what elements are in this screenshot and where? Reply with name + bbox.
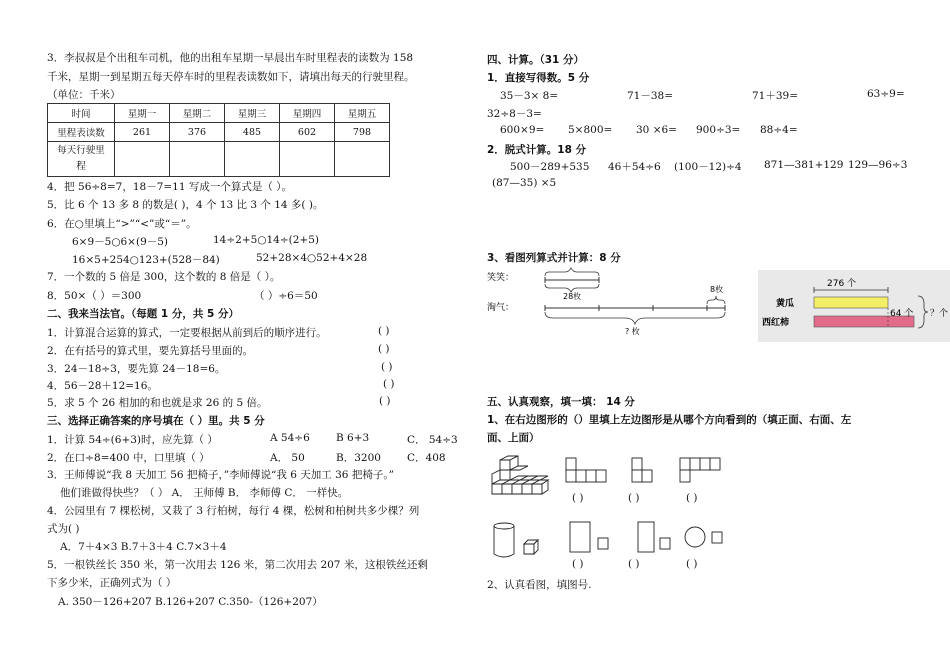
oral-item: 900÷3= (696, 124, 741, 136)
q8-a: 8．50×（ ）＝300 (47, 290, 142, 302)
answer-cell[interactable] (115, 142, 170, 177)
answer-paren[interactable]: ( ) (628, 492, 640, 504)
label-total: ？个 (930, 309, 949, 319)
oral-item: 71＋39= (752, 90, 799, 102)
choice-q4-options: A．7＋4×3 B.7＋3＋4 C.7×3＋4 (60, 541, 227, 553)
choice-q5-line2: 下多少米，正确列式为（ ） (47, 577, 177, 589)
oral-calc-title: 1．直接写得数。5 分 (487, 72, 590, 84)
table-cell: 376 (170, 123, 225, 142)
choice-option: B．3200 (336, 452, 381, 464)
judge-item: 1．计算混合运算的算式，一定要根据从前到后的顺序进行。 (47, 327, 327, 339)
answer-cell[interactable] (335, 142, 390, 177)
label-8: 8枚 (710, 285, 724, 294)
judge-paren[interactable]: ( ) (379, 395, 391, 407)
choice-q3-line2: 他们谁做得快些？（ ） A． 王师傅 B． 李师傅 C． 一样快。 (60, 487, 349, 499)
judge-item: 4．56－28＋12=16。 (47, 380, 158, 392)
table-cell: 798 (335, 123, 390, 142)
label-xiaoxiao: 笑笑： (487, 273, 515, 283)
choice-q3-line1: 3．王师傅说“我 8 天加工 56 把椅子，”李师傅说“我 6 天加工 36 把椅子。” (47, 469, 394, 481)
q3-line2: 千米，星期一到星期五每天停车时的里程表读数如下，请填出每天的行驶里程。 (47, 71, 415, 83)
judge-item: 5．求 5 个 26 相加的和也就是求 26 的 5 倍。 (47, 397, 268, 409)
table-row (48, 123, 390, 142)
table-header: 星期三 (225, 104, 280, 123)
table-cell: 602 (280, 123, 335, 142)
choice-option: A 54÷6 (270, 432, 310, 444)
q6-b: 14÷2+5○14÷(2+5) (213, 234, 319, 246)
answer-paren[interactable]: ( ) (686, 492, 698, 504)
diagram-calc-title: 3、看图列算式并计算：8 分 (487, 252, 621, 264)
choice-option: B 6+3 (336, 432, 370, 444)
table-header: 时间 (48, 104, 115, 123)
answer-paren[interactable]: ( ) (572, 492, 584, 504)
label-276: 276 个 (827, 279, 857, 289)
view-figure-3 (680, 458, 720, 482)
q6: 6．在○里填上“>”“<”或“＝”。 (47, 218, 197, 230)
mileage-table (47, 103, 390, 177)
section2-title: 二、我来当法官。（每题 1 分，共 5 分） (47, 308, 239, 320)
choice-option: C．408 (407, 452, 446, 464)
row-label-a: 每天行驶里 (57, 145, 105, 156)
table-cell (48, 142, 115, 177)
row-label-b: 程 (76, 161, 86, 172)
answer-paren[interactable]: ( ) (628, 558, 640, 570)
q3-unit: （单位：千米） (47, 89, 121, 101)
choice-option: A． 50 (270, 452, 305, 464)
label-huanggua: 黄瓜 (776, 299, 795, 309)
judge-paren[interactable]: ( ) (378, 325, 390, 337)
table-header: 星期四 (280, 104, 335, 123)
q6-d: 52+28×4○52+4×28 (256, 252, 368, 264)
answer-cell[interactable] (170, 142, 225, 177)
views-question-line2: 面、上面） (487, 432, 540, 444)
q3-line1: 3．李叔叔是个出租车司机，他的出租车星期一早晨出车时里程表的读数为 158 (47, 52, 414, 64)
judge-paren[interactable]: ( ) (383, 378, 395, 390)
table-header: 星期一 (115, 104, 170, 123)
answer-paren[interactable]: ( ) (572, 558, 584, 570)
step-item: 871—381+129 (764, 159, 844, 171)
view-figure-6 (685, 527, 722, 547)
step-item: (87—35) ×5 (492, 177, 557, 189)
table-cell: 里程表读数 (48, 123, 115, 142)
cylinder-cube-figure (494, 523, 538, 557)
bar-diagram (758, 270, 950, 342)
q5: 5．比 6 个 13 多 8 的数是( )，4 个 13 比 3 个 14 多( )。 (47, 199, 324, 211)
oral-item: 35－3× 8= (500, 90, 559, 102)
answer-cell[interactable] (225, 142, 280, 177)
judge-item: 2．在有括号的算式里，要先算括号里面的。 (47, 345, 254, 357)
oral-item: 5×800= (568, 124, 613, 136)
q8-b: （ ）÷6＝50 (254, 290, 318, 302)
oral-item: 32÷8－3= (487, 108, 542, 120)
label-question: ? 枚 (625, 327, 640, 336)
cucumber-bar (814, 297, 888, 308)
choice-q2: 2．在口÷8=400 中，口里填（ ） (47, 452, 210, 464)
choice-q4-line1: 4．公园里有 7 棵松树，又栽了 3 行柏树，每行 4 棵，松树和柏树共多少棵？列 (47, 505, 420, 517)
choice-option: C． 54÷3 (407, 434, 458, 446)
view-figure-1 (566, 458, 606, 482)
choice-q1: 1．计算 54÷(6+3)时，应先算（ ） (47, 434, 218, 446)
table-row (48, 142, 390, 177)
step-calc-title: 2．脱式计算。18 分 (487, 144, 587, 156)
label-64: 64 个 (890, 309, 914, 319)
oral-item: 30 ×6= (636, 124, 677, 136)
step-item: 46＋54÷6 (608, 161, 661, 173)
step-item: 129—96÷3 (848, 159, 908, 171)
table-cell: 485 (225, 123, 280, 142)
q6-c: 16×5+254○123+(528－84) (72, 254, 220, 266)
table-cell: 261 (115, 123, 170, 142)
views-row1-figures (490, 452, 750, 502)
cube-stack-figure (492, 456, 548, 494)
oral-item: 71－38= (627, 90, 674, 102)
judge-paren[interactable]: ( ) (381, 361, 393, 373)
oral-item: 63÷9= (867, 88, 905, 100)
section5-title: 五、认真观察，填一填： 14 分 (487, 396, 635, 408)
q7: 7．一个数的 5 倍是 300，这个数的 8 倍是（ ）。 (47, 271, 281, 283)
oral-item: 600×9= (500, 124, 545, 136)
section4-title: 四、计算。（31 分） (487, 54, 585, 66)
section3-title: 三、选择正确答案的序号填在（ ）里。共 5 分 (47, 415, 265, 427)
q4: 4．把 56÷8=7，18－7=11 写成一个算式是（ ）。 (47, 181, 292, 193)
label-28: 28枚 (563, 292, 582, 301)
judge-paren[interactable]: ( ) (378, 343, 390, 355)
step-item: (100－12)÷4 (674, 161, 742, 173)
q6-a: 6×9－5○6×(9－5) (72, 236, 169, 248)
table-header: 星期二 (170, 104, 225, 123)
segment-diagram (487, 266, 742, 338)
oral-item: 88÷4= (760, 124, 798, 136)
views-question-line1: 1、在右边图形的（）里填上左边图形是从哪个方向看到的（填正面、右面、左 (487, 414, 852, 426)
answer-paren[interactable]: ( ) (686, 558, 698, 570)
step-item: 500－289+535 (510, 161, 590, 173)
views-row2-figures (490, 518, 750, 566)
choice-q4-line2: 式为( ) (47, 523, 80, 535)
view-figure-4 (570, 522, 608, 552)
table-header: 星期五 (335, 104, 390, 123)
choice-q5-options: A. 350－126+207 B.126+207 C.350-（126+207） (58, 596, 323, 608)
answer-cell[interactable] (280, 142, 335, 177)
question-2-title: 2、认真看图，填图号. (487, 579, 592, 591)
view-figure-5 (638, 522, 670, 552)
view-figure-2 (632, 458, 652, 482)
table-row (48, 104, 390, 123)
judge-item: 3．24－18÷3，要先算 24－18=6。 (47, 363, 226, 375)
label-taoqi: 淘气： (487, 303, 515, 313)
label-xihongshi: 西红柿 (762, 318, 790, 328)
choice-q5-line1: 5．一根铁丝长 350 米，第一次用去 126 米，第二次用去 207 米，这根铁丝还剩 (47, 559, 428, 571)
